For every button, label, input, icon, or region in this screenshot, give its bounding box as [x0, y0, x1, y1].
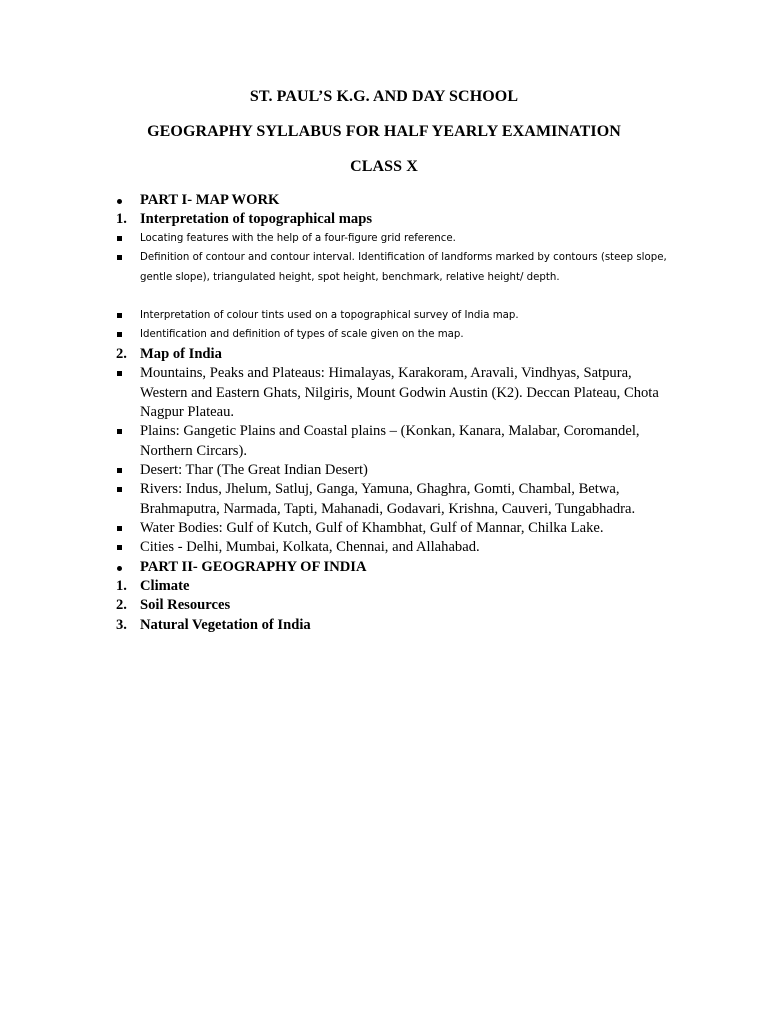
part2-item-number: 1.	[116, 578, 127, 594]
section1-title: Interpretation of topographical maps	[140, 211, 373, 227]
square-bullet-icon	[117, 545, 122, 550]
list-item-text: Desert: Thar (The Great Indian Desert)	[140, 462, 368, 478]
square-bullet-icon	[117, 429, 122, 434]
list-item-text: Rivers: Indus, Jhelum, Satluj, Ganga, Yamuna, Ghaghra, Gomti, Chambal, Betwa, Brahmaputra, Narmada, Tapti, Mahanadi, Godavari, Krishna, Cauveri, Tungabhadra.	[140, 481, 636, 517]
bullet-icon	[117, 199, 122, 204]
section2-title: Map of India	[140, 346, 222, 362]
part2-item-number: 3.	[116, 617, 127, 633]
square-bullet-icon	[117, 236, 122, 241]
list-item-text: Mountains, Peaks and Plateaus: Himalayas, Karakoram, Aravali, Vindhyas, Satpura, Western and Eastern Ghats, Nilgiris, Mount Godwin Austin (K2). Deccan Plateau, Chota Nagpur Plateau.	[140, 365, 659, 420]
list-item-text: Plains: Gangetic Plains and Coastal plains – (Konkan, Kanara, Malabar, Coromandel, Northern Circars).	[140, 423, 640, 459]
square-bullet-icon	[117, 526, 122, 531]
square-bullet-icon	[117, 487, 122, 492]
list-item-text: Cities - Delhi, Mumbai, Kolkata, Chennai, and Allahabad.	[140, 539, 480, 555]
part2-item-label: Natural Vegetation of India	[140, 617, 311, 633]
list-item-text: Identification and definition of types of scale given on the map.	[140, 329, 464, 340]
square-bullet-icon	[117, 332, 122, 337]
section2-number: 2.	[116, 346, 127, 362]
list-item-text: Water Bodies: Gulf of Kutch, Gulf of Khambhat, Gulf of Mannar, Chilka Lake.	[140, 520, 604, 536]
list-item-text: Definition of contour and contour interval. Identification of landforms marked by contours (steep slope, gentle slope), triangulated height, spot height, benchmark, relative height/ depth.	[140, 252, 667, 283]
class-title: CLASS X	[350, 158, 418, 175]
syllabus-title: GEOGRAPHY SYLLABUS FOR HALF YEARLY EXAMINATION	[147, 123, 621, 140]
part2-item-label: Climate	[140, 578, 190, 594]
square-bullet-icon	[117, 313, 122, 318]
school-name: ST. PAUL’S K.G. AND DAY SCHOOL	[249, 88, 519, 105]
list-item-text: Interpretation of colour tints used on a topographical survey of India map.	[140, 310, 519, 321]
square-bullet-icon	[117, 255, 122, 260]
square-bullet-icon	[117, 371, 122, 376]
section1-number: 1.	[116, 211, 127, 227]
part2-item-number: 2.	[116, 597, 127, 613]
square-bullet-icon	[117, 468, 122, 473]
part1-heading: PART I- MAP WORK	[140, 192, 280, 208]
part2-item-label: Soil Resources	[140, 597, 231, 613]
part2-heading: PART II- GEOGRAPHY OF INDIA	[140, 559, 367, 575]
bullet-icon	[117, 566, 122, 571]
list-item-text: Locating features with the help of a four-figure grid reference.	[140, 233, 456, 244]
